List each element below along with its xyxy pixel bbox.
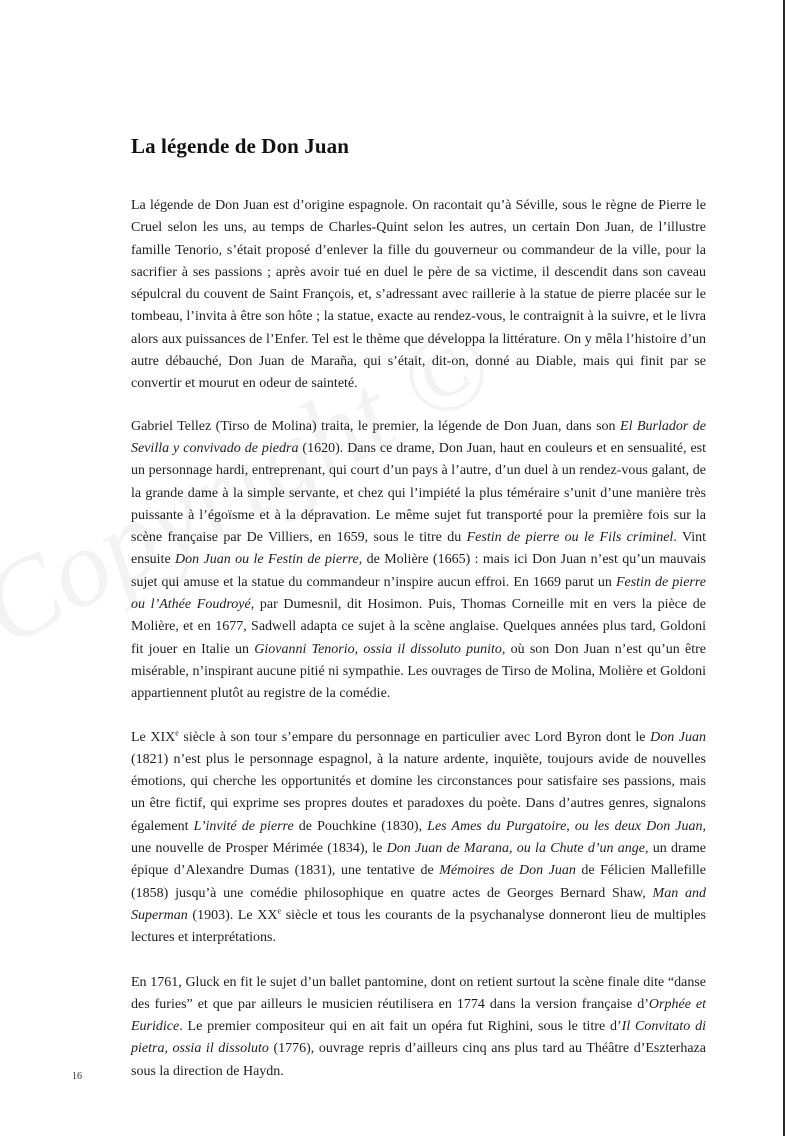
italic-title: Festin de pierre ou l’Athée Foudroyé — [131, 574, 706, 613]
text-run: (1776), ouvrage repris d’ailleurs cinq ans plus tard au Théâtre d’Eszterhaza sous la direction de Haydn. — [131, 1041, 706, 1079]
superscript: e — [175, 727, 179, 737]
italic-title: Don Juan ou le Festin de pierre — [175, 552, 359, 568]
paragraph — [131, 416, 706, 706]
text-run: (1620). Dans ce drame, Don Juan, haut en couleurs et en sensualité, est un personnage hardi, entreprenant, qui court d’un pays à l’autre, d’un duel à un rendez-vous galant, de la grande dame à la simple servante, et chez qui l’impiété la plus téméraire s’unit d’une manière très puissante à l’égoïsme et à la dépravation. Le même sujet fut transporté pour la première fois sur la scène française par De Villiers, en 1659, sous le titre du — [131, 440, 707, 546]
paragraph — [131, 727, 706, 950]
text-run: Le XIX — [131, 729, 176, 745]
text-run: En 1761, Gluck en fit le sujet d’un ballet pantomine, dont on retient surtout la scène finale dite “danse des furies” et que par ailleurs le musicien réutilisera en 1774 dans la version française d’ — [131, 974, 706, 1012]
text-run: (1903). Le XX — [187, 907, 278, 923]
superscript: e — [277, 906, 282, 916]
italic-title: Mémoires de Don Juan — [439, 863, 576, 879]
text-run: de Félicien Mallefille (1858) jusqu’à une comédie philosophique en quatre actes de Georges Bernard Shaw, — [131, 863, 706, 901]
italic-title: Orphée et Euridice — [131, 996, 706, 1035]
italic-title: Les Ames du Purgatoire, ou les deux Don Juan — [427, 818, 703, 834]
text-run: siècle à son tour s’empare du personnage en particulier avec Lord Byron dont le — [178, 729, 651, 745]
italic-title: Il Convitato di pietra, ossia il dissoluto — [131, 1019, 706, 1057]
text-run: , une nouvelle de Prosper Mérimée (1834), le — [131, 818, 706, 857]
page-number: 16 — [72, 1071, 82, 1082]
text-run: , où son Don Juan n’est qu’un être misérable, n’inspirant aucune pitié ni sympathie. Les ouvrages de Tirso de Molina, Molière et Goldoni appartiennent plutôt au registre de la comédie. — [131, 641, 707, 702]
italic-title: El Burlador de Sevilla y convivado de piedra — [131, 418, 707, 456]
text-run: de Pouchkine (1830), — [293, 818, 428, 834]
text-run: Gabriel Tellez (Tirso de Molina) traita, le premier, la légende de Don Juan, dans son — [131, 418, 621, 434]
text-run: siècle et tous les courants de la psychanalyse donneront lieu de multiples lectures et interprétations. — [131, 907, 706, 946]
italic-title: Don Juan de Marana, ou la Chute d’un ange — [386, 841, 646, 857]
italic-title: Giovanni Tenorio, ossia il dissoluto punito — [254, 641, 502, 657]
text-run: , un drame épique d’Alexandre Dumas (1831), une tentative de — [131, 841, 706, 879]
italic-title: Don Juan — [650, 729, 707, 745]
paragraph — [131, 195, 706, 396]
text-run: , de Molière (1665) : mais ici Don Juan n’est qu’un mauvais sujet qui amuse et la statue du commandeur n’inspire aucun effroi. En 1669 parut un — [131, 552, 706, 590]
text-run: (1821) n’est plus le personnage espagnol, à la nature ardente, inquiète, toujours avide de nouvelles émotions, qui cherche les opportunités et domine les circonstances pour satisfaire ses passions, mais un être fictif, qui exprime ses propres doutes et paradoxes du poète. Dans d’autres genres, signalons également — [131, 751, 706, 834]
text-run: , par Dumesnil, dit Hosimon. Puis, Thomas Corneille mit en vers la pièce de Molière, et en 1677, Sadwell adapta ce sujet à la scène anglaise. Quelques années plus tard, Goldoni fit jouer en Italie un — [131, 597, 706, 657]
paragraph — [131, 972, 706, 1083]
article-body — [131, 195, 706, 1103]
italic-title: L’invité de pierre — [193, 818, 294, 834]
text-run: La légende de Don Juan est d’origine espagnole. On racontait qu’à Séville, sous le règne de Pierre le Cruel selon les uns, au temps de Charles-Quint selon les autres, un certain Don Juan, de l’illustre famille Tenorio, s’était proposé d’enlever la fille du gouverneur ou commandeur de la ville, pour la sacrifier à ses passions ; après avoir tué en duel le père de sa victime, il descendit dans son caveau sépulcral du couvent de Saint François, et, s’adressant avec raillerie à la statue de pierre placée sur le tombeau, l’invita à être son hôte ; la statue, exacte au rendez-vous, le contraignit à la suivre, et le livra alors aux puissances de l’Enfer. Tel est le thème que développa la littérature. On y mêla l’histoire d’un autre débauché, Don Juan de Maraña, qui s’était, dit-on, donné au Diable, mais qui finit par se convertir et mourut en odeur de sainteté. — [131, 198, 706, 392]
text-run: . Le premier compositeur qui en ait fait un opéra fut Righini, sous le titre d’ — [179, 1019, 622, 1035]
italic-title: Man and Superman — [131, 885, 706, 923]
text-run: . Vint ensuite — [131, 530, 707, 568]
italic-title: Festin de pierre ou le Fils criminel — [466, 530, 674, 546]
page-title: La légende de Don Juan — [131, 134, 350, 158]
